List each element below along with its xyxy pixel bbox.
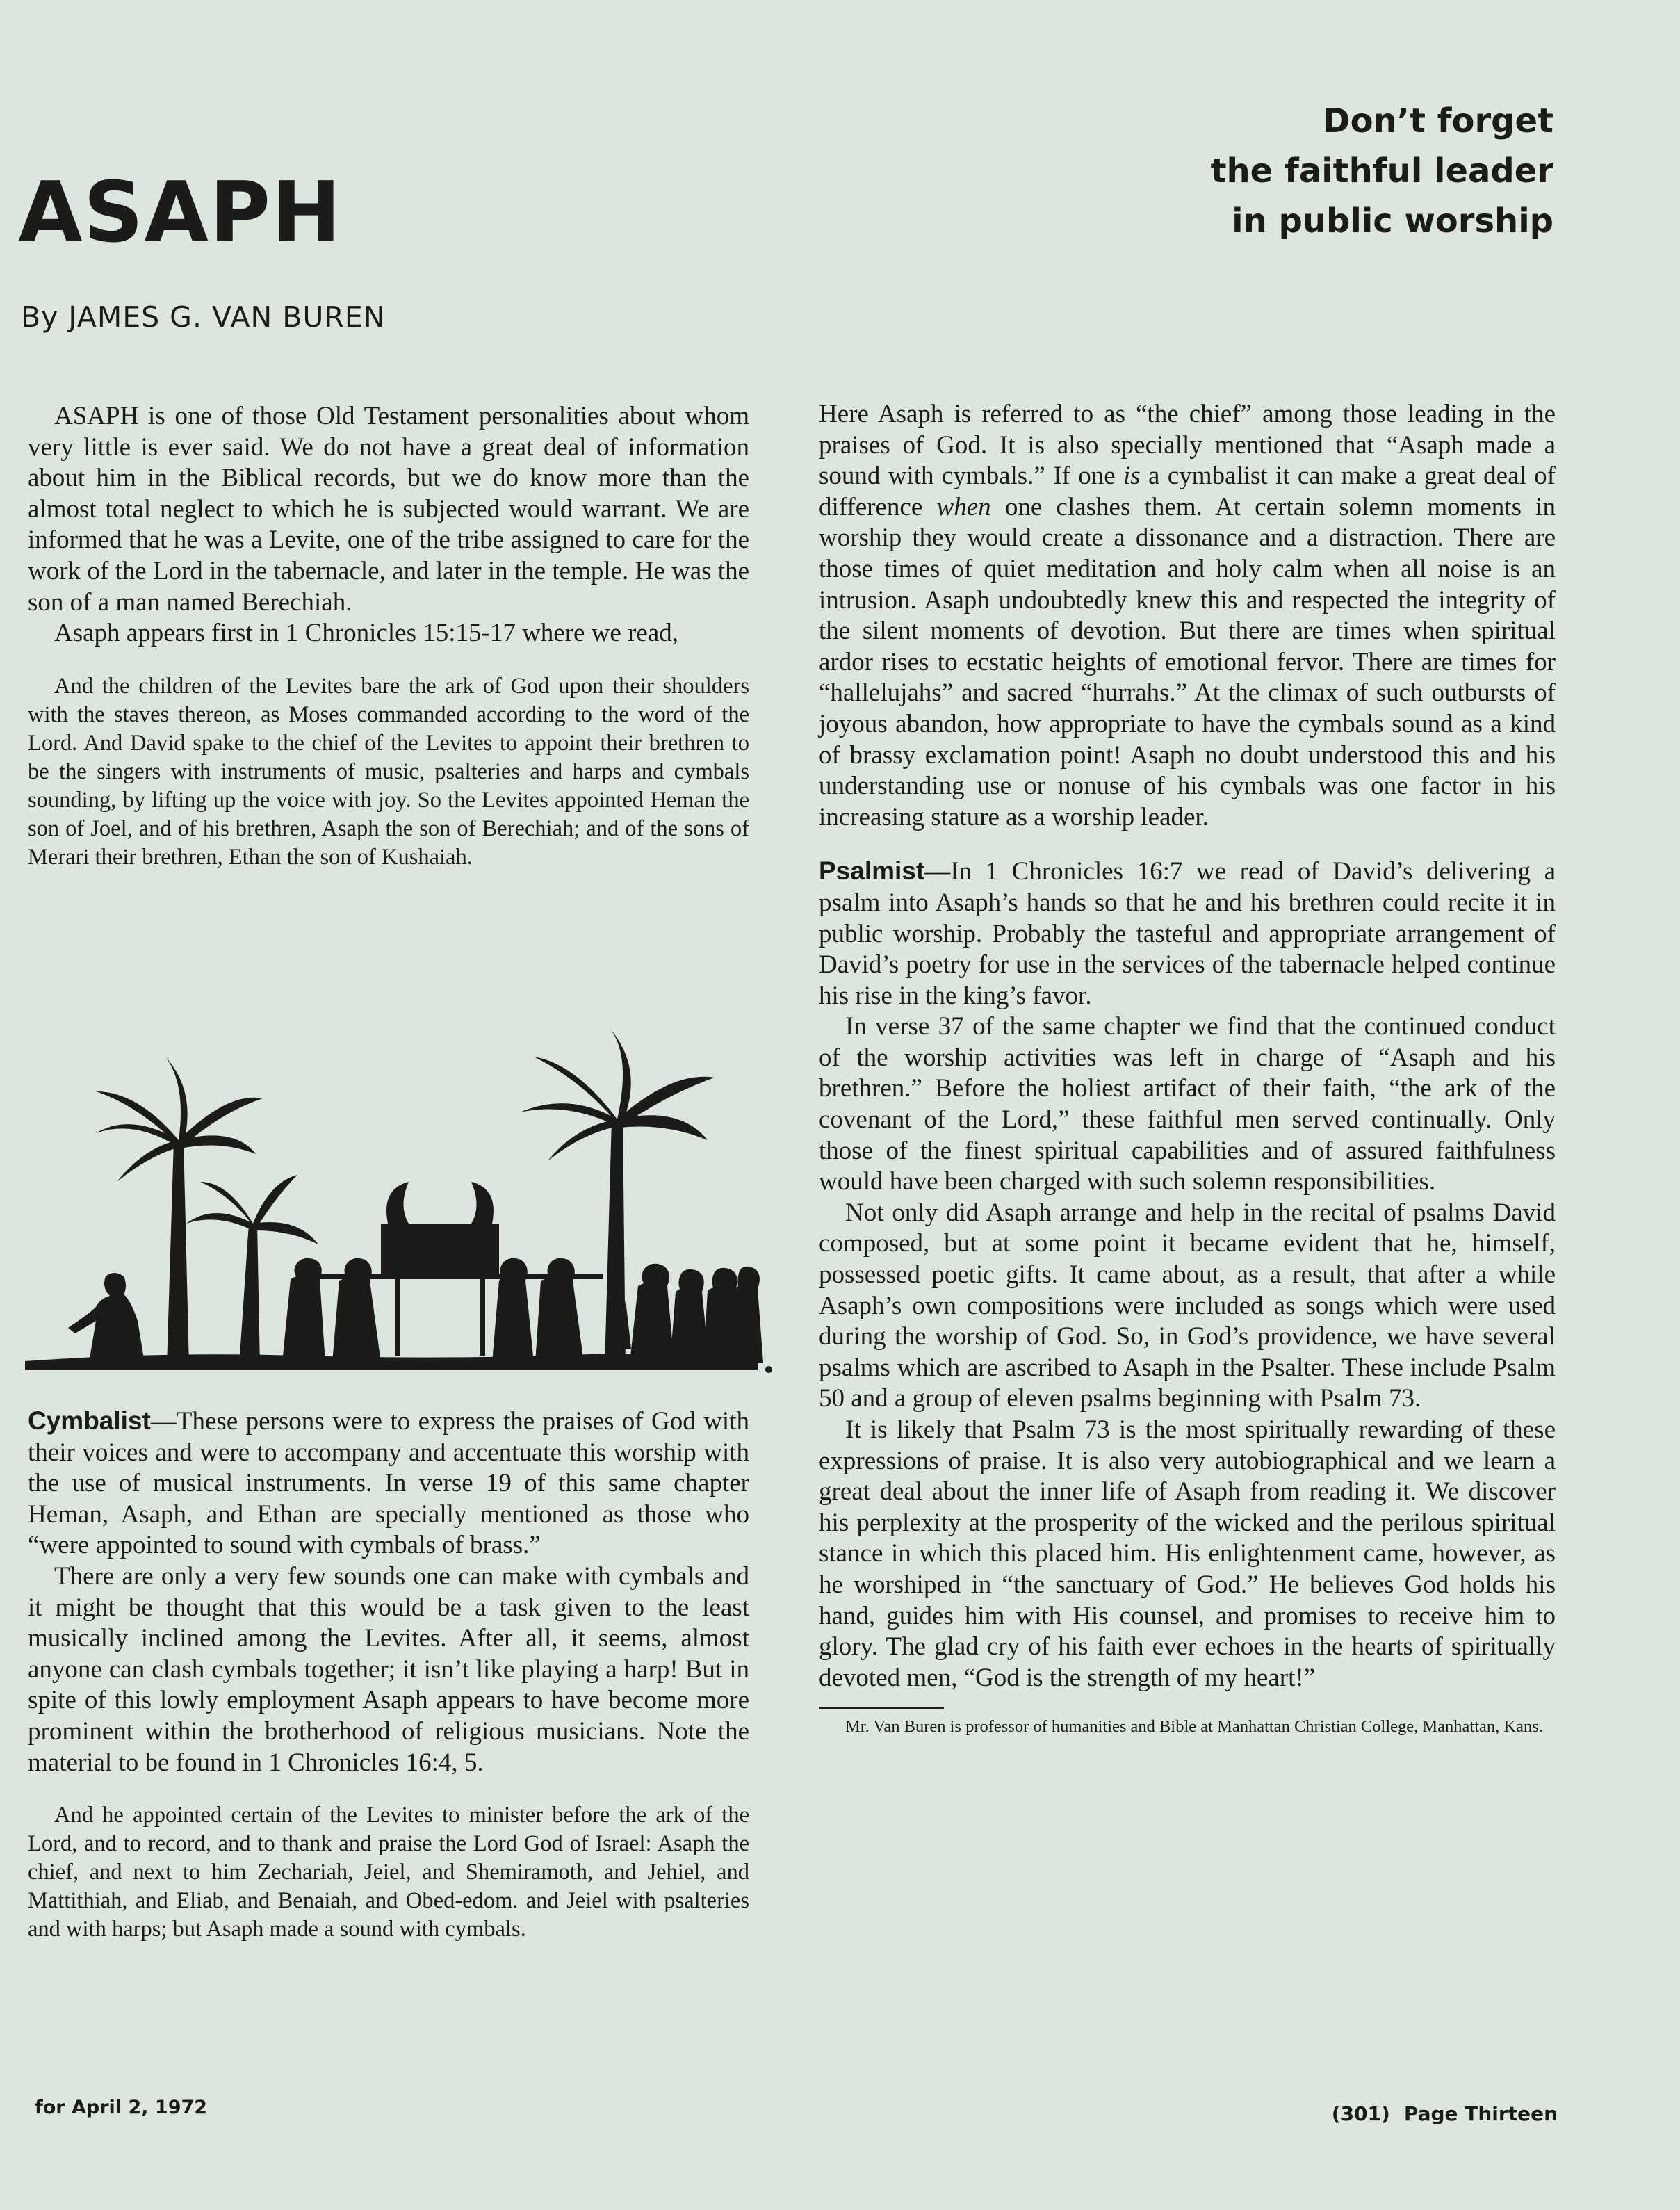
silhouette-procession-with-ark-icon bbox=[19, 1015, 777, 1376]
tagline-line-2: the faithful leader bbox=[1210, 152, 1553, 190]
article-title: ASAPH bbox=[18, 165, 342, 261]
chief-text-a: Here Asaph is referred to as “the chief” among those leading in the praises of God. It is also specially mentioned that “Asaph made a sound with cymbals.” If one bbox=[819, 400, 1556, 491]
figure-musician-2 bbox=[670, 1269, 709, 1363]
palm-tree-left-trunk bbox=[167, 1140, 189, 1366]
scripture-quote-2: And he appointed certain of the Levites to minister before the ark of the Lord, and to record, and to thank and praise the Lord God of Israel: Asaph the chief, and next to him Zechariah, Jeiel, and Shemiramoth, and Jehiel, and Mattithiah, and Eliab, and Benaiah, and Obed-edom. and Jeiel with psalteries and with harps; but Asaph made a sound with cymbals. bbox=[28, 1803, 749, 1942]
psalm73-paragraph: It is likely that Psalm 73 is the most spiritually rewarding of these expressions of praise. It is also very autobiographical and we learn a great deal about the inner life of Asaph from reading it. We discover his perplexity at the prosperity of the wicked and the perilous spiritual stance in which this placed him. His enlightenment came, however, as he worshiped in “the sanctuary of God.” He believes God holds his hand, guides him with His counsel, and promises to receive him to glory. The glad cry of his faith ever echoes in the hearts of spiritually devoted men, “God is the strength of my heart!” bbox=[819, 1415, 1556, 1692]
figure-standing-left bbox=[68, 1273, 145, 1363]
cymbalist-heading: Cymbalist bbox=[28, 1406, 151, 1435]
emphasis-when: when bbox=[936, 492, 991, 521]
poetic-gifts-paragraph: Not only did Asaph arrange and help in the recital of psalms David composed, but at some point it became evident that he, himself, possessed poetic gifts. It came about, as a result, that after a while Asaph’s own compositions were included as songs which were used during the worship of God. So, in God’s providence, we have several psalms which are ascribed to Asaph in the Psalter. These include Psalm 50 and a group of eleven psalms beginning with Psalm 73. bbox=[819, 1198, 1556, 1413]
right-column bbox=[819, 399, 1556, 1737]
chief-text-b: a cymbalist it can make a great deal of difference bbox=[819, 462, 1556, 521]
scripture-quote-1: And the children of the Levites bare the ark of God upon their shoulders with the staves thereon, as Moses commanded according to the word of the Lord. And David spake to the chief of the Levites to appoint their brethren to be the singers with instruments of music, psalteries and harps and cymbals sounding, by lifting up the voice with joy. So the Levites appointed Heman the son of Joel, and of his brethren, Asaph the son of Berechiah; and of the sons of Merari their brethren, Ethan the son of Kushaiah. bbox=[28, 673, 749, 870]
chief-paragraph bbox=[819, 399, 1556, 833]
psalmist-paragraph bbox=[819, 856, 1556, 1011]
page-label: Page Thirteen bbox=[1403, 2102, 1558, 2125]
chief-text-c: one clashes them. At certain solemn moments in worship they would create a dissonance and a distraction. There are those times of quiet meditation and holy calm when all noise is an intrusion. Asaph undoubtedly knew this and respected the integrity of the silent moments of devotion. But there are times when spiritual ardor rises to ecstatic heights of emotional fervor. There are times for “hallelujahs” and sacred “hurrahs.” At the climax of such outbursts of joyous abandon, how appropriate to have the cymbals sound as a kind of brassy exclamation point! Asaph no doubt understood this and his understanding use or nonuse of his cymbals was one factor in his increasing stature as a worship leader. bbox=[819, 492, 1556, 831]
tagline-line-1: Don’t forget bbox=[1322, 101, 1553, 140]
cymbals-paragraph: There are only a very few sounds one can make with cymbals and it might be thought that this would be a task given to the least musically inclined among the Levites. After all, it seems, almost anyone can clash cymbals together; it isn’t like playing a harp! But in spite of this lowly employment Asaph appears to have become more prominent within the brotherhood of religious musicians. Note the material to be found in 1 Chronicles 16:4, 5. bbox=[28, 1561, 749, 1777]
page-code: (301) bbox=[1331, 2102, 1390, 2125]
verse37-paragraph: In verse 37 of the same chapter we find that the continued conduct of the worship activities was left in charge of “Asaph and his brethren.” Before the holiest artifact of their faith, “the ark of the covenant of the Lord,” these faithful men served continually. Only those of the finest spiritual capabilities and of assured faithfulness would have been charged with such solemn responsibilities. bbox=[819, 1012, 1556, 1196]
figure-musician-1 bbox=[630, 1264, 674, 1363]
byline: By JAMES G. VAN BUREN bbox=[21, 300, 386, 334]
issue-date: for April 2, 1972 bbox=[35, 2097, 208, 2118]
chronicles-intro-paragraph: Asaph appears first in 1 Chronicles 15:15-17 where we read, bbox=[54, 619, 679, 648]
page-number bbox=[1318, 2102, 1558, 2125]
tagline bbox=[997, 96, 1553, 246]
left-column-bottom bbox=[28, 1406, 749, 1944]
psalmist-heading: Psalmist bbox=[819, 856, 925, 886]
psalmist-text: —In 1 Chronicles 16:7 we read of David’s delivering a psalm into Asaph’s hands so that he and his brethren could recite it in public worship. Probably the tasteful and appropriate arrangement of David’s poetry for use in the services of the tabernacle helped continue his rise in the king’s favor. bbox=[819, 857, 1556, 1010]
palm-tree-middle-trunk bbox=[239, 1224, 260, 1366]
emphasis-is: is bbox=[1123, 462, 1141, 491]
left-column-top bbox=[28, 401, 749, 872]
intro-paragraph: ASAPH is one of those Old Testament personalities about whom very little is ever said. We do not have a great deal of information about him in the Biblical records, but we do know more than the almost total neglect to which he is subjected would warrant. We are informed that he was a Levite, one of the tribe assigned to care for the work of the Lord in the tabernacle, and later in the temple. He was the son of a man named Berechiah. bbox=[28, 402, 749, 617]
cymbalist-text: —These persons were to express the praises of God with their voices and were to accompany and accentuate this worship with the use of musical instruments. In verse 19 of this same chapter Heman, Asaph, and Ethan are specially mentioned as those who “were appointed to sound with cymbals of brass.” bbox=[28, 1407, 749, 1560]
footnote-divider bbox=[819, 1707, 944, 1709]
tagline-line-3: in public worship bbox=[1232, 202, 1553, 241]
author-note: Mr. Van Buren is professor of humanities and Bible at Manhattan Christian College, Manhattan, Kans. bbox=[845, 1717, 1543, 1737]
cymbalist-paragraph bbox=[28, 1406, 749, 1561]
